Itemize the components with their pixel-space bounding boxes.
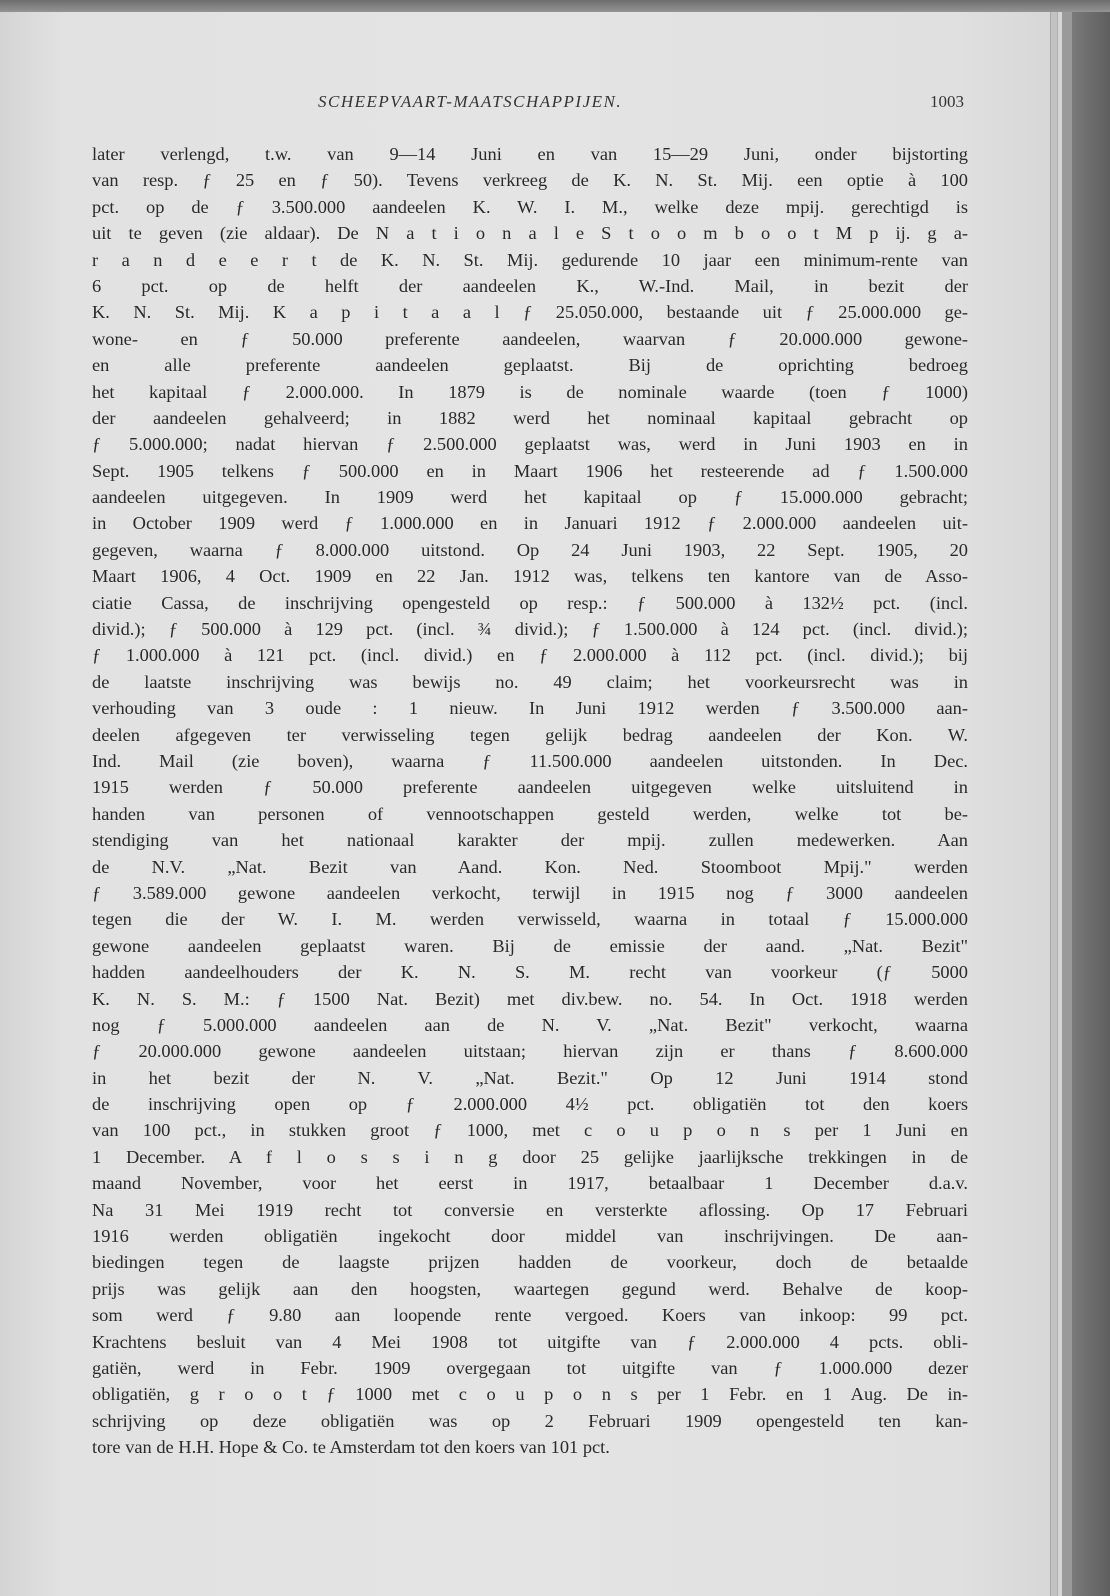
text-line: tegen die der W. I. M. werden verwisseld, waarna in totaal ƒ 15.000.000 bbox=[92, 909, 968, 930]
text-line: van 100 pct., in stukken groot ƒ 1000, met c o u p o n s per 1 Juni en bbox=[92, 1120, 968, 1141]
text-line: in October 1909 werd ƒ 1.000.000 en in Januari 1912 ƒ 2.000.000 aandeelen uit- bbox=[92, 513, 968, 534]
text-line: Maart 1906, 4 Oct. 1909 en 22 Jan. 1912 was, telkens ten kantore van de Asso- bbox=[92, 566, 968, 587]
text-line: in het bezit der N. V. „Nat. Bezit." Op 12 Juni 1914 stond bbox=[92, 1067, 968, 1088]
text-line: ƒ 20.000.000 gewone aandeelen uitstaan; hiervan zijn er thans ƒ 8.600.000 bbox=[92, 1041, 968, 1062]
text-line: de laatste inschrijving was bewijs no. 49 claim; het voorkeursrecht was in bbox=[92, 671, 968, 692]
text-line: r a n d e e r t de K. N. St. Mij. gedurende 10 jaar een minimum-rente van bbox=[92, 249, 968, 270]
text-line: deelen afgegeven ter verwisseling tegen gelijk bedrag aandeelen der Kon. W. bbox=[92, 724, 968, 745]
body-text bbox=[92, 141, 968, 1461]
text-line: biedingen tegen de laagste prijzen hadden de voorkeur, doch de betaalde bbox=[92, 1252, 968, 1273]
text-line: de N.V. „Nat. Bezit van Aand. Kon. Ned. Stoomboot Mpij." werden bbox=[92, 856, 968, 877]
text-line: uit te geven (zie aldaar). De N a t i o n a l e S t o o m b o o t M p ij. g a- bbox=[92, 223, 968, 244]
text-line: ciatie Cassa, de inschrijving opengesteld op resp.: ƒ 500.000 à 132½ pct. (incl. bbox=[92, 592, 968, 613]
page-header bbox=[0, 88, 1000, 114]
text-line: tore van de H.H. Hope & Co. te Amsterdam tot den koers van 101 pct. bbox=[92, 1437, 610, 1458]
book-binding-edge bbox=[1072, 12, 1110, 1596]
text-line: Ind. Mail (zie boven), waarna ƒ 11.500.000 aandeelen uitstonden. In Dec. bbox=[92, 750, 968, 771]
text-line: K. N. St. Mij. K a p i t a a l ƒ 25.050.000, bestaande uit ƒ 25.000.000 ge- bbox=[92, 302, 968, 323]
page-number: 1003 bbox=[930, 92, 964, 111]
page-edge bbox=[1050, 12, 1058, 1596]
text-line: het kapitaal ƒ 2.000.000. In 1879 is de nominale waarde (toen ƒ 1000) bbox=[92, 381, 968, 402]
text-line: 6 pct. op de helft der aandeelen K., W.-Ind. Mail, in bezit der bbox=[92, 275, 968, 296]
text-line: hadden aandeelhouders der K. N. S. M. recht van voorkeur (ƒ 5000 bbox=[92, 962, 968, 983]
text-line: ƒ 5.000.000; nadat hiervan ƒ 2.500.000 geplaatst was, werd in Juni 1903 en in bbox=[92, 434, 968, 455]
text-line: obligatiën, g r o o t ƒ 1000 met c o u p o n s per 1 Febr. en 1 Aug. De in- bbox=[92, 1384, 968, 1405]
running-title: SCHEEPVAART-MAATSCHAPPIJEN. bbox=[318, 92, 623, 111]
text-line: schrijving op deze obligatiën was op 2 Februari 1909 opengesteld ten kan- bbox=[92, 1410, 968, 1431]
text-line: en alle preferente aandeelen geplaatst. Bij de oprichting bedroeg bbox=[92, 355, 968, 376]
text-line: de inschrijving open op ƒ 2.000.000 4½ pct. obligatiën tot den koers bbox=[92, 1094, 968, 1115]
text-line: K. N. S. M.: ƒ 1500 Nat. Bezit) met div.bew. no. 54. In Oct. 1918 werden bbox=[92, 988, 968, 1009]
text-line: maand November, voor het eerst in 1917, betaalbaar 1 December d.a.v. bbox=[92, 1173, 968, 1194]
text-line: van resp. ƒ 25 en ƒ 50). Tevens verkreeg de K. N. St. Mij. een optie à 100 bbox=[92, 170, 968, 191]
text-line: gewone aandeelen geplaatst waren. Bij de emissie der aand. „Nat. Bezit" bbox=[92, 935, 968, 956]
text-line: divid.); ƒ 500.000 à 129 pct. (incl. ¾ divid.); ƒ 1.500.000 à 124 pct. (incl. divid.); bbox=[92, 619, 968, 640]
text-line: wone- en ƒ 50.000 preferente aandeelen, waarvan ƒ 20.000.000 gewone- bbox=[92, 328, 968, 349]
text-line: prijs was gelijk aan den hoogsten, waartegen gegund werd. Behalve de koop- bbox=[92, 1278, 968, 1299]
text-line: ƒ 1.000.000 à 121 pct. (incl. divid.) en ƒ 2.000.000 à 112 pct. (incl. divid.); bij bbox=[92, 645, 968, 666]
text-line: gatiën, werd in Febr. 1909 overgegaan tot uitgifte van ƒ 1.000.000 dezer bbox=[92, 1357, 968, 1378]
text-line: 1 December. A f l o s s i n g door 25 gelijke jaarlijksche trekkingen in de bbox=[92, 1146, 968, 1167]
page-edge-shadow bbox=[1062, 12, 1072, 1596]
text-line: verhouding van 3 oude : 1 nieuw. In Juni 1912 werden ƒ 3.500.000 aan- bbox=[92, 698, 968, 719]
text-line: Na 31 Mei 1919 recht tot conversie en versterkte aflossing. Op 17 Februari bbox=[92, 1199, 968, 1220]
text-line: ƒ 3.589.000 gewone aandeelen verkocht, terwijl in 1915 nog ƒ 3000 aandeelen bbox=[92, 882, 968, 903]
text-line: som werd ƒ 9.80 aan loopende rente vergoed. Koers van inkoop: 99 pct. bbox=[92, 1305, 968, 1326]
text-line: later verlengd, t.w. van 9—14 Juni en van 15—29 Juni, onder bijstorting bbox=[92, 144, 968, 164]
text-line: handen van personen of vennootschappen gesteld werden, welke tot be- bbox=[92, 803, 968, 824]
text-line: gegeven, waarna ƒ 8.000.000 uitstond. Op 24 Juni 1903, 22 Sept. 1905, 20 bbox=[92, 539, 968, 560]
text-line: der aandeelen gehalveerd; in 1882 werd het nominaal kapitaal gebracht op bbox=[92, 407, 968, 428]
text-line: Krachtens besluit van 4 Mei 1908 tot uitgifte van ƒ 2.000.000 4 pcts. obli- bbox=[92, 1331, 968, 1352]
text-line: 1915 werden ƒ 50.000 preferente aandeelen uitgegeven welke uitsluitend in bbox=[92, 777, 968, 798]
text-line: Sept. 1905 telkens ƒ 500.000 en in Maart 1906 het resteerende ad ƒ 1.500.000 bbox=[92, 460, 968, 481]
text-line: pct. op de ƒ 3.500.000 aandeelen K. W. I. M., welke deze mpij. gerechtigd is bbox=[92, 196, 968, 217]
text-line: 1916 werden obligatiën ingekocht door middel van inschrijvingen. De aan- bbox=[92, 1226, 968, 1247]
text-line: stendiging van het nationaal karakter der mpij. zullen medewerken. Aan bbox=[92, 830, 968, 851]
text-line: nog ƒ 5.000.000 aandeelen aan de N. V. „Nat. Bezit" verkocht, waarna bbox=[92, 1014, 968, 1035]
text-line: aandeelen uitgegeven. In 1909 werd het kapitaal op ƒ 15.000.000 gebracht; bbox=[92, 487, 968, 508]
